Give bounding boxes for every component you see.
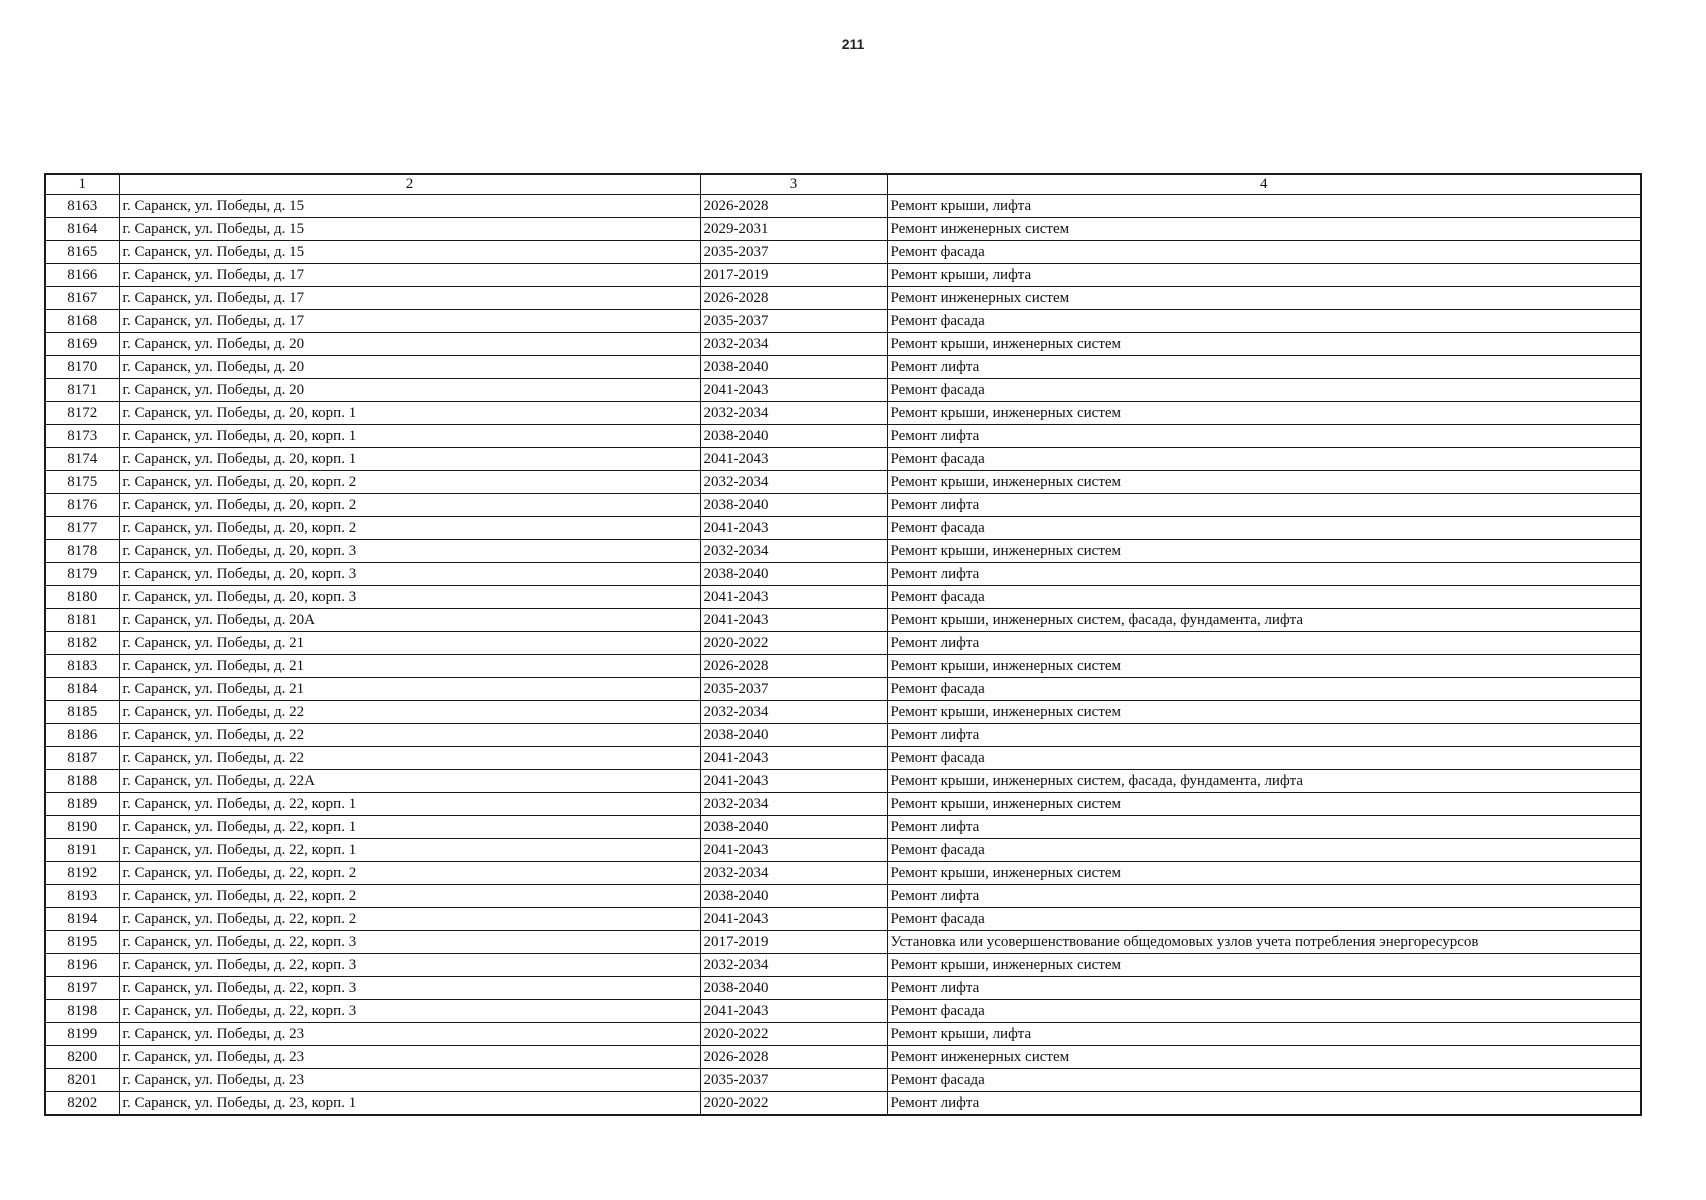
period-cell: 2032-2034 [700, 333, 887, 356]
row-number-cell: 8165 [45, 241, 119, 264]
address-cell: г. Саранск, ул. Победы, д. 20А [119, 609, 700, 632]
period-cell: 2038-2040 [700, 816, 887, 839]
period-cell: 2032-2034 [700, 402, 887, 425]
work-type-cell: Ремонт крыши, инженерных систем [887, 701, 1641, 724]
table-row [45, 287, 1641, 310]
address-cell: г. Саранск, ул. Победы, д. 20 [119, 333, 700, 356]
address-cell: г. Саранск, ул. Победы, д. 20, корп. 2 [119, 517, 700, 540]
table-row [45, 908, 1641, 931]
period-cell: 2041-2043 [700, 517, 887, 540]
address-cell: г. Саранск, ул. Победы, д. 20 [119, 379, 700, 402]
work-type-cell: Ремонт лифта [887, 494, 1641, 517]
row-number-cell: 8170 [45, 356, 119, 379]
period-cell: 2041-2043 [700, 586, 887, 609]
period-cell: 2035-2037 [700, 241, 887, 264]
table-row [45, 1092, 1641, 1116]
work-type-cell: Ремонт крыши, инженерных систем [887, 655, 1641, 678]
repair-schedule-table [44, 173, 1642, 1116]
period-cell: 2041-2043 [700, 747, 887, 770]
address-cell: г. Саранск, ул. Победы, д. 22 [119, 724, 700, 747]
row-number-cell: 8198 [45, 1000, 119, 1023]
period-cell: 2029-2031 [700, 218, 887, 241]
row-number-cell: 8178 [45, 540, 119, 563]
work-type-cell: Ремонт крыши, лифта [887, 1023, 1641, 1046]
period-cell: 2038-2040 [700, 356, 887, 379]
row-number-cell: 8202 [45, 1092, 119, 1116]
address-cell: г. Саранск, ул. Победы, д. 15 [119, 218, 700, 241]
address-cell: г. Саранск, ул. Победы, д. 21 [119, 678, 700, 701]
work-type-cell: Ремонт инженерных систем [887, 218, 1641, 241]
table-row [45, 425, 1641, 448]
period-cell: 2026-2028 [700, 287, 887, 310]
work-type-cell: Ремонт фасада [887, 586, 1641, 609]
work-type-cell: Ремонт крыши, инженерных систем [887, 402, 1641, 425]
table-row [45, 494, 1641, 517]
period-cell: 2035-2037 [700, 310, 887, 333]
period-cell: 2038-2040 [700, 885, 887, 908]
period-cell: 2035-2037 [700, 678, 887, 701]
address-cell: г. Саранск, ул. Победы, д. 20, корп. 1 [119, 402, 700, 425]
row-number-cell: 8176 [45, 494, 119, 517]
table-row [45, 1069, 1641, 1092]
address-cell: г. Саранск, ул. Победы, д. 22, корп. 1 [119, 816, 700, 839]
address-cell: г. Саранск, ул. Победы, д. 22, корп. 2 [119, 885, 700, 908]
address-cell: г. Саранск, ул. Победы, д. 22, корп. 3 [119, 931, 700, 954]
address-cell: г. Саранск, ул. Победы, д. 20 [119, 356, 700, 379]
table-row [45, 356, 1641, 379]
address-cell: г. Саранск, ул. Победы, д. 22, корп. 3 [119, 954, 700, 977]
row-number-cell: 8194 [45, 908, 119, 931]
table-row [45, 655, 1641, 678]
work-type-cell: Ремонт крыши, инженерных систем [887, 862, 1641, 885]
period-cell: 2035-2037 [700, 1069, 887, 1092]
address-cell: г. Саранск, ул. Победы, д. 22, корп. 2 [119, 908, 700, 931]
work-type-cell: Ремонт крыши, инженерных систем [887, 540, 1641, 563]
work-type-cell: Ремонт лифта [887, 425, 1641, 448]
table-row [45, 770, 1641, 793]
period-cell: 2026-2028 [700, 1046, 887, 1069]
table-row [45, 471, 1641, 494]
row-number-cell: 8183 [45, 655, 119, 678]
period-cell: 2041-2043 [700, 839, 887, 862]
work-type-cell: Ремонт лифта [887, 632, 1641, 655]
address-cell: г. Саранск, ул. Победы, д. 20, корп. 3 [119, 540, 700, 563]
table-row [45, 609, 1641, 632]
work-type-cell: Ремонт фасада [887, 241, 1641, 264]
work-type-cell: Ремонт фасада [887, 379, 1641, 402]
row-number-cell: 8199 [45, 1023, 119, 1046]
address-cell: г. Саранск, ул. Победы, д. 15 [119, 195, 700, 218]
table-row [45, 954, 1641, 977]
table-row [45, 563, 1641, 586]
row-number-cell: 8175 [45, 471, 119, 494]
row-number-cell: 8163 [45, 195, 119, 218]
header-col-1: 1 [45, 174, 119, 195]
work-type-cell: Ремонт крыши, инженерных систем [887, 954, 1641, 977]
address-cell: г. Саранск, ул. Победы, д. 22 [119, 701, 700, 724]
row-number-cell: 8190 [45, 816, 119, 839]
work-type-cell: Ремонт лифта [887, 724, 1641, 747]
address-cell: г. Саранск, ул. Победы, д. 21 [119, 655, 700, 678]
address-cell: г. Саранск, ул. Победы, д. 22, корп. 2 [119, 862, 700, 885]
address-cell: г. Саранск, ул. Победы, д. 23 [119, 1069, 700, 1092]
work-type-cell: Ремонт фасада [887, 1000, 1641, 1023]
row-number-cell: 8169 [45, 333, 119, 356]
table-row [45, 1023, 1641, 1046]
period-cell: 2038-2040 [700, 977, 887, 1000]
row-number-cell: 8182 [45, 632, 119, 655]
period-cell: 2032-2034 [700, 793, 887, 816]
address-cell: г. Саранск, ул. Победы, д. 20, корп. 2 [119, 471, 700, 494]
address-cell: г. Саранск, ул. Победы, д. 20, корп. 1 [119, 448, 700, 471]
address-cell: г. Саранск, ул. Победы, д. 22, корп. 1 [119, 793, 700, 816]
period-cell: 2026-2028 [700, 195, 887, 218]
address-cell: г. Саранск, ул. Победы, д. 15 [119, 241, 700, 264]
row-number-cell: 8187 [45, 747, 119, 770]
address-cell: г. Саранск, ул. Победы, д. 22А [119, 770, 700, 793]
table-row [45, 793, 1641, 816]
period-cell: 2038-2040 [700, 425, 887, 448]
table-row [45, 218, 1641, 241]
work-type-cell: Ремонт лифта [887, 1092, 1641, 1116]
work-type-cell: Ремонт лифта [887, 885, 1641, 908]
table-row [45, 839, 1641, 862]
table-row [45, 1046, 1641, 1069]
table-row [45, 333, 1641, 356]
period-cell: 2026-2028 [700, 655, 887, 678]
period-cell: 2020-2022 [700, 1092, 887, 1116]
row-number-cell: 8185 [45, 701, 119, 724]
row-number-cell: 8171 [45, 379, 119, 402]
period-cell: 2038-2040 [700, 494, 887, 517]
period-cell: 2020-2022 [700, 1023, 887, 1046]
header-row [45, 174, 1641, 195]
work-type-cell: Ремонт крыши, инженерных систем [887, 333, 1641, 356]
address-cell: г. Саранск, ул. Победы, д. 22, корп. 1 [119, 839, 700, 862]
table-header [45, 174, 1641, 195]
address-cell: г. Саранск, ул. Победы, д. 20, корп. 1 [119, 425, 700, 448]
table-row [45, 310, 1641, 333]
row-number-cell: 8166 [45, 264, 119, 287]
table-row [45, 931, 1641, 954]
period-cell: 2041-2043 [700, 908, 887, 931]
table-row [45, 678, 1641, 701]
work-type-cell: Ремонт фасада [887, 839, 1641, 862]
table-row [45, 701, 1641, 724]
page-number: 211 [841, 36, 865, 52]
row-number-cell: 8168 [45, 310, 119, 333]
header-col-2: 2 [119, 174, 700, 195]
address-cell: г. Саранск, ул. Победы, д. 22, корп. 3 [119, 977, 700, 1000]
table-row [45, 379, 1641, 402]
work-type-cell: Ремонт фасада [887, 1069, 1641, 1092]
period-cell: 2032-2034 [700, 701, 887, 724]
work-type-cell: Ремонт лифта [887, 816, 1641, 839]
period-cell: 2041-2043 [700, 379, 887, 402]
table-row [45, 816, 1641, 839]
table-row [45, 195, 1641, 218]
row-number-cell: 8180 [45, 586, 119, 609]
work-type-cell: Ремонт фасада [887, 310, 1641, 333]
address-cell: г. Саранск, ул. Победы, д. 20, корп. 2 [119, 494, 700, 517]
table-row [45, 540, 1641, 563]
period-cell: 2032-2034 [700, 471, 887, 494]
header-col-3: 3 [700, 174, 887, 195]
row-number-cell: 8186 [45, 724, 119, 747]
period-cell: 2041-2043 [700, 609, 887, 632]
row-number-cell: 8201 [45, 1069, 119, 1092]
row-number-cell: 8200 [45, 1046, 119, 1069]
work-type-cell: Ремонт инженерных систем [887, 287, 1641, 310]
row-number-cell: 8196 [45, 954, 119, 977]
row-number-cell: 8184 [45, 678, 119, 701]
address-cell: г. Саранск, ул. Победы, д. 23 [119, 1023, 700, 1046]
address-cell: г. Саранск, ул. Победы, д. 20, корп. 3 [119, 586, 700, 609]
table-row [45, 724, 1641, 747]
row-number-cell: 8167 [45, 287, 119, 310]
address-cell: г. Саранск, ул. Победы, д. 20, корп. 3 [119, 563, 700, 586]
period-cell: 2020-2022 [700, 632, 887, 655]
table-row [45, 517, 1641, 540]
period-cell: 2041-2043 [700, 448, 887, 471]
period-cell: 2032-2034 [700, 862, 887, 885]
table-row [45, 632, 1641, 655]
address-cell: г. Саранск, ул. Победы, д. 23 [119, 1046, 700, 1069]
period-cell: 2041-2043 [700, 1000, 887, 1023]
row-number-cell: 8188 [45, 770, 119, 793]
work-type-cell: Ремонт крыши, инженерных систем, фасада, фундамента, лифта [887, 770, 1641, 793]
address-cell: г. Саранск, ул. Победы, д. 17 [119, 287, 700, 310]
address-cell: г. Саранск, ул. Победы, д. 23, корп. 1 [119, 1092, 700, 1116]
table-row [45, 241, 1641, 264]
work-type-cell: Ремонт крыши, инженерных систем, фасада, фундамента, лифта [887, 609, 1641, 632]
row-number-cell: 8181 [45, 609, 119, 632]
table-row [45, 264, 1641, 287]
table-row [45, 885, 1641, 908]
row-number-cell: 8177 [45, 517, 119, 540]
work-type-cell: Ремонт крыши, инженерных систем [887, 793, 1641, 816]
row-number-cell: 8197 [45, 977, 119, 1000]
row-number-cell: 8193 [45, 885, 119, 908]
table-row [45, 402, 1641, 425]
period-cell: 2038-2040 [700, 724, 887, 747]
work-type-cell: Ремонт фасада [887, 448, 1641, 471]
row-number-cell: 8179 [45, 563, 119, 586]
table-body [45, 195, 1641, 1116]
address-cell: г. Саранск, ул. Победы, д. 22 [119, 747, 700, 770]
work-type-cell: Установка или усовершенствование общедомовых узлов учета потребления энергоресурсов [887, 931, 1641, 954]
table-row [45, 977, 1641, 1000]
row-number-cell: 8173 [45, 425, 119, 448]
work-type-cell: Ремонт лифта [887, 563, 1641, 586]
work-type-cell: Ремонт крыши, лифта [887, 195, 1641, 218]
table-row [45, 862, 1641, 885]
work-type-cell: Ремонт лифта [887, 356, 1641, 379]
work-type-cell: Ремонт фасада [887, 678, 1641, 701]
row-number-cell: 8174 [45, 448, 119, 471]
row-number-cell: 8192 [45, 862, 119, 885]
table-row [45, 1000, 1641, 1023]
work-type-cell: Ремонт инженерных систем [887, 1046, 1641, 1069]
row-number-cell: 8164 [45, 218, 119, 241]
work-type-cell: Ремонт крыши, инженерных систем [887, 471, 1641, 494]
address-cell: г. Саранск, ул. Победы, д. 22, корп. 3 [119, 1000, 700, 1023]
period-cell: 2032-2034 [700, 954, 887, 977]
row-number-cell: 8189 [45, 793, 119, 816]
address-cell: г. Саранск, ул. Победы, д. 17 [119, 310, 700, 333]
period-cell: 2038-2040 [700, 563, 887, 586]
address-cell: г. Саранск, ул. Победы, д. 17 [119, 264, 700, 287]
row-number-cell: 8195 [45, 931, 119, 954]
table-row [45, 586, 1641, 609]
work-type-cell: Ремонт лифта [887, 977, 1641, 1000]
period-cell: 2017-2019 [700, 264, 887, 287]
table-row [45, 448, 1641, 471]
work-type-cell: Ремонт фасада [887, 747, 1641, 770]
row-number-cell: 8191 [45, 839, 119, 862]
work-type-cell: Ремонт фасада [887, 908, 1641, 931]
period-cell: 2041-2043 [700, 770, 887, 793]
table-row [45, 747, 1641, 770]
header-col-4: 4 [887, 174, 1641, 195]
work-type-cell: Ремонт крыши, лифта [887, 264, 1641, 287]
address-cell: г. Саранск, ул. Победы, д. 21 [119, 632, 700, 655]
period-cell: 2017-2019 [700, 931, 887, 954]
period-cell: 2032-2034 [700, 540, 887, 563]
work-type-cell: Ремонт фасада [887, 517, 1641, 540]
row-number-cell: 8172 [45, 402, 119, 425]
